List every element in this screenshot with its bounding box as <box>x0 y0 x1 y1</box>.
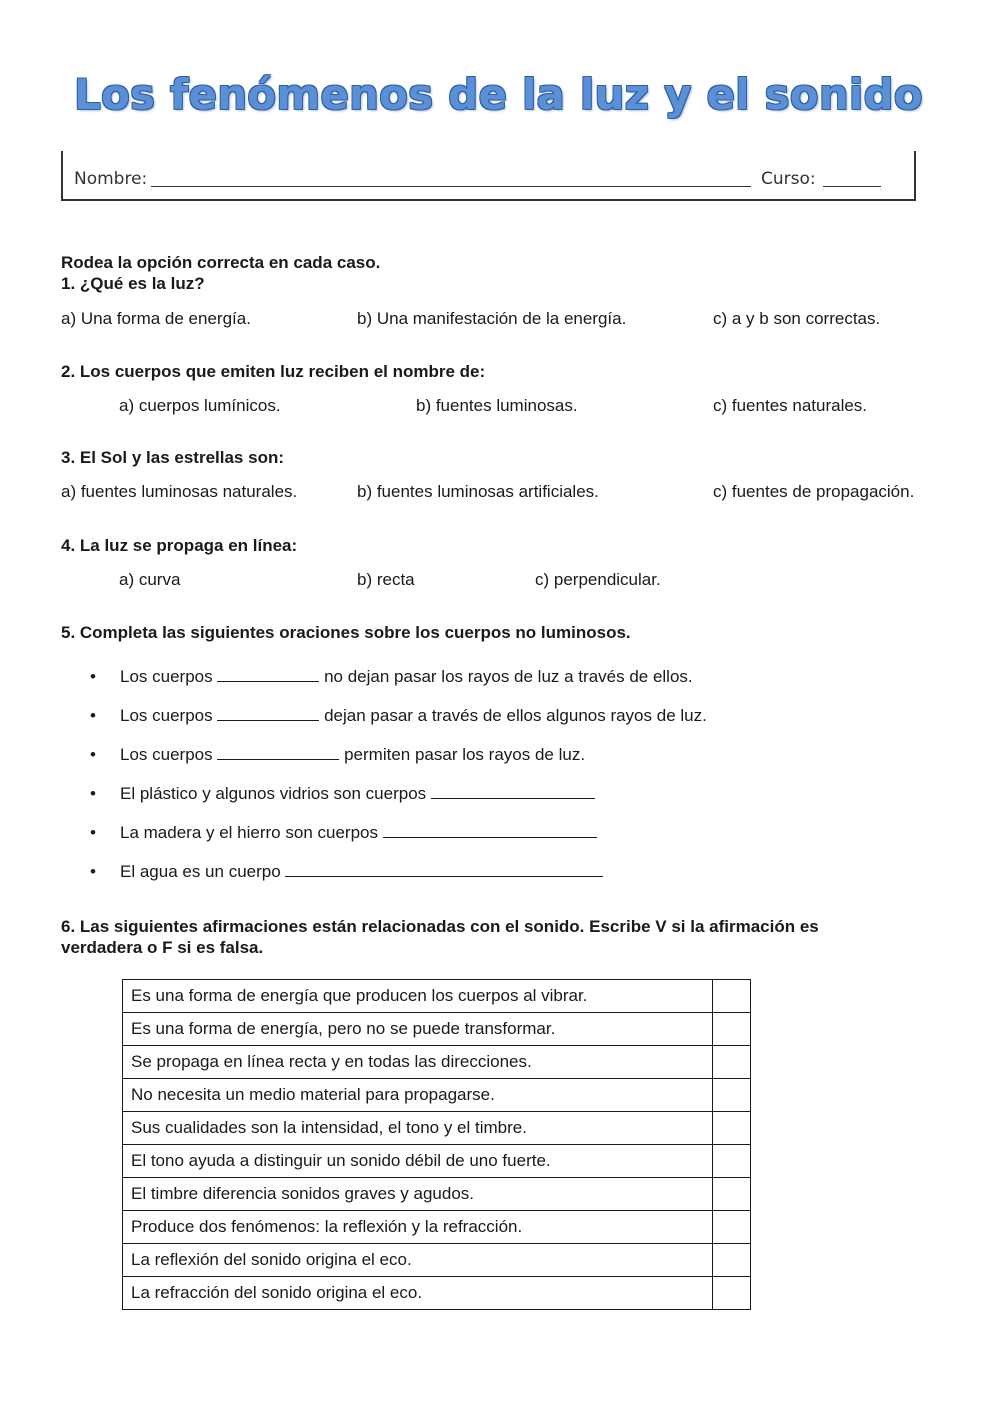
q5-blank-3[interactable] <box>217 745 339 760</box>
bullet-icon: • <box>90 862 96 881</box>
table-row <box>123 1046 751 1079</box>
q1-option-a[interactable]: a) Una forma de energía. <box>61 309 251 328</box>
answer-cell[interactable] <box>713 1277 751 1310</box>
bullet-icon: • <box>90 667 96 686</box>
question-5: 5. Completa las siguientes oraciones sobre los cuerpos no luminosos. <box>61 623 631 642</box>
statement-cell: Se propaga en línea recta y en todas las direcciones. <box>123 1046 713 1079</box>
q3-option-a[interactable]: a) fuentes luminosas naturales. <box>61 482 298 501</box>
q5-item-1-before: Los cuerpos <box>120 667 213 686</box>
q5-item-3 <box>120 745 585 765</box>
q5-item-1-after: no dejan pasar los rayos de luz a través de ellos. <box>324 667 693 686</box>
bullet-icon: • <box>90 823 96 842</box>
instruction: Rodea la opción correcta en cada caso. <box>61 253 381 272</box>
q5-item-6 <box>120 862 603 882</box>
q3-option-b[interactable]: b) fuentes luminosas artificiales. <box>357 482 599 501</box>
statement-cell: Sus cualidades son la intensidad, el tono y el timbre. <box>123 1112 713 1145</box>
bullet-icon: • <box>90 745 96 764</box>
q2-option-b[interactable]: b) fuentes luminosas. <box>416 396 578 415</box>
q5-blank-2[interactable] <box>217 706 319 721</box>
question-3: 3. El Sol y las estrellas son: <box>61 448 284 467</box>
answer-cell[interactable] <box>713 1145 751 1178</box>
q4-option-a[interactable]: a) curva <box>119 570 181 589</box>
question-2: 2. Los cuerpos que emiten luz reciben el nombre de: <box>61 362 486 381</box>
answer-cell[interactable] <box>713 1112 751 1145</box>
statement-cell: La refracción del sonido origina el eco. <box>123 1277 713 1310</box>
answer-cell[interactable] <box>713 1211 751 1244</box>
q5-item-5 <box>120 823 597 843</box>
student-info-box <box>61 151 916 201</box>
table-row <box>123 1244 751 1277</box>
answer-cell[interactable] <box>713 1079 751 1112</box>
name-field[interactable] <box>151 186 751 187</box>
name-label: Nombre: <box>74 169 148 189</box>
table-row <box>123 1112 751 1145</box>
table-row <box>123 1277 751 1310</box>
statement-cell: El timbre diferencia sonidos graves y agudos. <box>123 1178 713 1211</box>
q5-item-5-before: La madera y el hierro son cuerpos <box>120 823 378 842</box>
answer-cell[interactable] <box>713 1046 751 1079</box>
q4-option-b[interactable]: b) recta <box>357 570 415 589</box>
table-row <box>123 1145 751 1178</box>
answer-cell[interactable] <box>713 980 751 1013</box>
q5-blank-6[interactable] <box>285 862 603 877</box>
q5-item-1 <box>120 667 693 687</box>
q5-item-3-before: Los cuerpos <box>120 745 213 764</box>
q3-option-c[interactable]: c) fuentes de propagación. <box>713 482 915 501</box>
question-6-line-2: verdadera o F si es falsa. <box>61 938 264 957</box>
table-row <box>123 980 751 1013</box>
q5-blank-4[interactable] <box>431 784 595 799</box>
table-row <box>123 1178 751 1211</box>
statement-cell: El tono ayuda a distinguir un sonido débil de uno fuerte. <box>123 1145 713 1178</box>
q5-item-3-after: permiten pasar los rayos de luz. <box>344 745 586 764</box>
table-row <box>123 1211 751 1244</box>
statement-cell: Es una forma de energía que producen los cuerpos al vibrar. <box>123 980 713 1013</box>
course-field[interactable] <box>823 186 881 187</box>
question-4: 4. La luz se propaga en línea: <box>61 536 298 555</box>
q5-item-2 <box>120 706 707 726</box>
table-row <box>123 1013 751 1046</box>
statement-cell: No necesita un medio material para propagarse. <box>123 1079 713 1112</box>
q5-blank-1[interactable] <box>217 667 319 682</box>
statement-cell: Es una forma de energía, pero no se puede transformar. <box>123 1013 713 1046</box>
answer-cell[interactable] <box>713 1013 751 1046</box>
q2-option-a[interactable]: a) cuerpos lumínicos. <box>119 396 281 415</box>
course-label: Curso: <box>761 169 816 189</box>
q5-item-6-before: El agua es un cuerpo <box>120 862 281 881</box>
q5-item-4-before: El plástico y algunos vidrios son cuerpos <box>120 784 427 803</box>
q1-option-b[interactable]: b) Una manifestación de la energía. <box>357 309 627 328</box>
question-1: 1. ¿Qué es la luz? <box>61 274 205 293</box>
table-row <box>123 1079 751 1112</box>
statement-cell: La reflexión del sonido origina el eco. <box>123 1244 713 1277</box>
q1-option-c[interactable]: c) a y b son correctas. <box>713 309 881 328</box>
true-false-table <box>122 979 751 1310</box>
answer-cell[interactable] <box>713 1178 751 1211</box>
q4-option-c[interactable]: c) perpendicular. <box>535 570 661 589</box>
statement-cell: Produce dos fenómenos: la reflexión y la refracción. <box>123 1211 713 1244</box>
q5-blank-5[interactable] <box>383 823 597 838</box>
question-6-line-1: 6. Las siguientes afirmaciones están relacionadas con el sonido. Escribe V si la afirmación es <box>61 917 819 936</box>
q5-item-2-before: Los cuerpos <box>120 706 213 725</box>
answer-cell[interactable] <box>713 1244 751 1277</box>
q5-item-2-after: dejan pasar a través de ellos algunos rayos de luz. <box>324 706 707 725</box>
bullet-icon: • <box>90 784 96 803</box>
page-title: Los fenómenos de la luz y el sonido <box>74 70 923 119</box>
q5-item-4 <box>120 784 595 804</box>
bullet-icon: • <box>90 706 96 725</box>
q2-option-c[interactable]: c) fuentes naturales. <box>713 396 868 415</box>
